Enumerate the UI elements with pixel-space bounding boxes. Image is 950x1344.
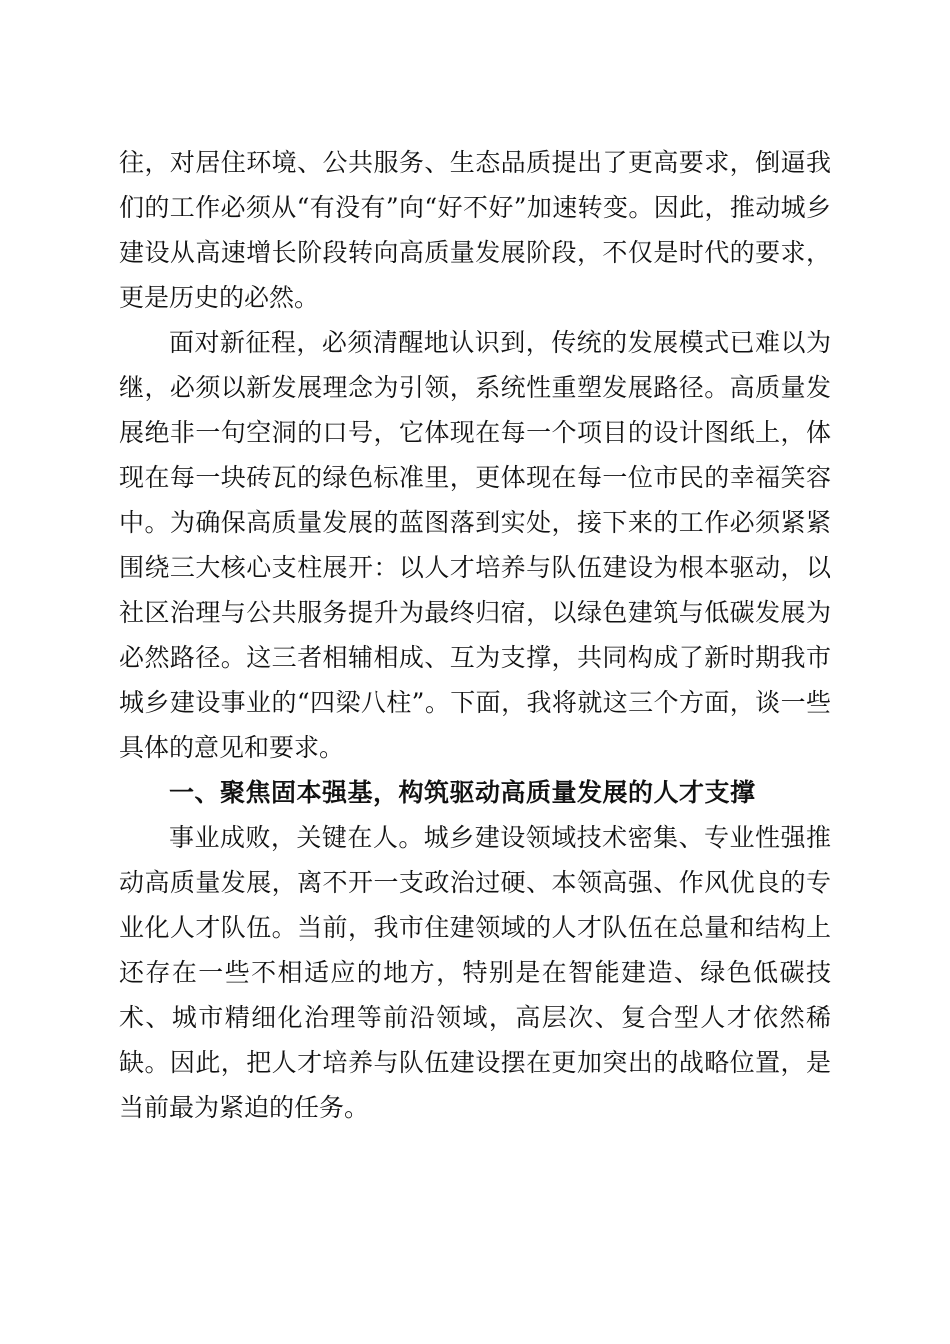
section-heading-talent-support: 一、聚焦固本强基，构筑驱动高质量发展的人才支撑	[169, 778, 756, 807]
body-paragraph-continuation: 往，对居住环境、公共服务、生态品质提出了更高要求，倒逼我们的工作必须从“有没有”向“好不好”加速转变。因此，推动城乡建设从高速增长阶段转向高质量发展阶段，不仅是时代的要求，更是历史的必然。	[119, 148, 831, 312]
document-page	[119, 140, 831, 1130]
body-paragraph-talent: 事业成败，关键在人。城乡建设领域技术密集、专业性强推动高质量发展，离不开一支政治过硬、本领高强、作风优良的专业化人才队伍。当前，我市住建领域的人才队伍在总量和结构上还存在一些不相适应的地方，特别是在智能建造、绿色低碳技术、城市精细化治理等前沿领域，高层次、复合型人才依然稀缺。因此，把人才培养与队伍建设摆在更加突出的战略位置，是当前最为紧迫的任务。	[119, 823, 831, 1122]
body-paragraph-new-journey: 面对新征程，必须清醒地认识到，传统的发展模式已难以为继，必须以新发展理念为引领，系统性重塑发展路径。高质量发展绝非一句空洞的口号，它体现在每一个项目的设计图纸上，体现在每一块砖瓦的绿色标准里，更体现在每一位市民的幸福笑容中。为确保高质量发展的蓝图落到实处，接下来的工作必须紧紧围绕三大核心支柱展开：以人才培养与队伍建设为根本驱动，以社区治理与公共服务提升为最终归宿，以绿色建筑与低碳发展为必然路径。这三者相辅相成、互为支撑，共同构成了新时期我市城乡建设事业的“四梁八柱”。下面，我将就这三个方面，谈一些具体的意见和要求。	[119, 328, 831, 762]
